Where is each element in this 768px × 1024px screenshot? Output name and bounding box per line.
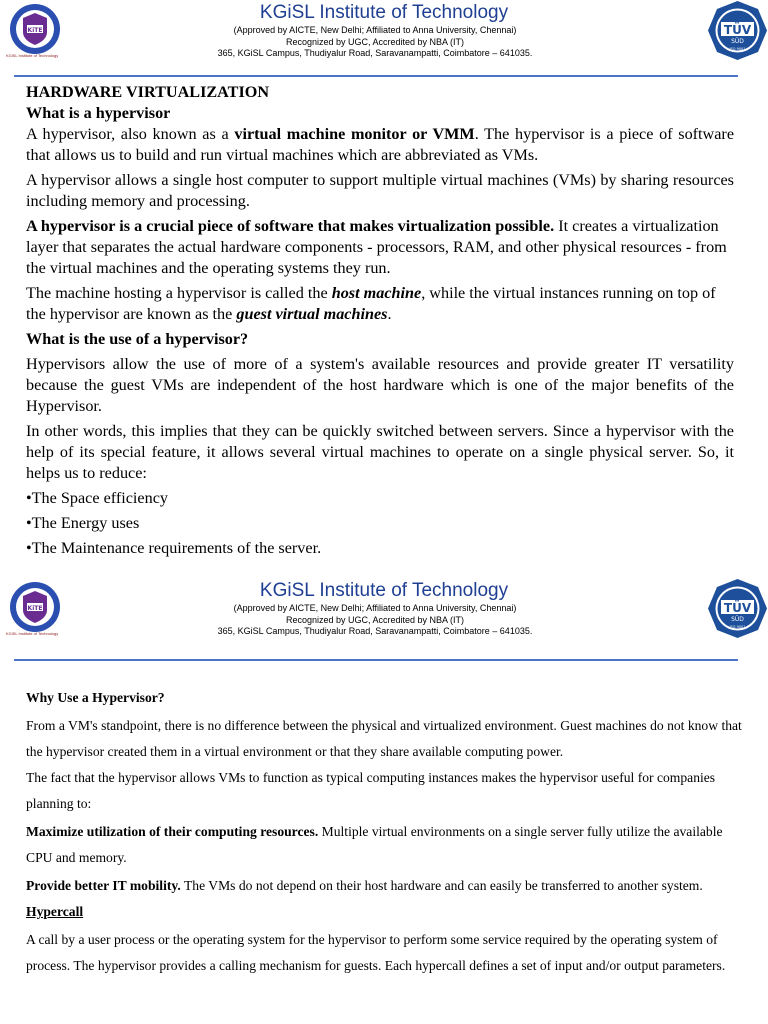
svg-text:SÜD: SÜD	[731, 38, 744, 45]
svg-text:TÜV: TÜV	[723, 23, 752, 37]
section-title: Why Use a Hypervisor?	[26, 690, 165, 705]
list-item: •The Space efficiency	[26, 489, 168, 507]
header-divider	[14, 75, 738, 77]
tuv-sud-logo-icon	[707, 578, 768, 639]
paragraph: In other words, this implies that they can be quickly switched between servers. Since a hypervisor with the help of its special feature, it allows several virtual machines to operate on a single physical server. So, it helps us to reduce:	[26, 422, 734, 482]
list-item: •The Maintenance requirements of the server.	[26, 539, 322, 557]
svg-text:KiTE: KiTE	[27, 605, 43, 612]
paragraph: A call by a user process or the operating system for the hypervisor to perform some service required by the operating system of process. The hypervisor provides a calling mechanism for guests. Each hypercall defines a set of input and/or output parameters.	[26, 932, 726, 973]
paragraph: The fact that the hypervisor allows VMs to function as typical computing instances makes the hypervisor useful for companies planning to:	[26, 770, 716, 811]
svg-text:KiTE: KiTE	[27, 27, 43, 34]
paragraph: Maximize utilization of their computing resources. Multiple virtual environments on a single server fully utilize the available CPU and memory.	[26, 824, 723, 865]
section-title: HARDWARE VIRTUALIZATION	[26, 83, 270, 101]
svg-text:ISO 9001: ISO 9001	[729, 47, 746, 51]
header-line-2: Recognized by UGC, Accredited by NBA (IT)	[285, 37, 465, 47]
page-header	[0, 578, 768, 650]
page-header	[0, 0, 768, 72]
institute-name: KGiSL Institute of Technology	[259, 580, 509, 601]
paragraph: A hypervisor is a crucial piece of software that makes virtualization possible. It creates a virtualization layer that separates the actual hardware components - processors, RAM, and other physical resources - from the virtual machines and the operating systems they run.	[26, 217, 727, 277]
question-heading: What is the use of a hypervisor?	[26, 330, 249, 348]
paragraph: From a VM's standpoint, there is no difference between the physical and virtualized environment. Guest machines do not know that the hypervisor created them in a virtual environment or that they share available computing power.	[26, 718, 742, 759]
paragraph: A hypervisor, also known as a virtual machine monitor or VMM. The hypervisor is a piece of software that allows us to build and run virtual machines which are abbreviated as VMs.	[26, 125, 735, 164]
logo-caption: KGiSL Institute of Technology	[6, 53, 59, 58]
logo-caption: KGiSL Institute of Technology	[6, 631, 59, 636]
list-item: •The Energy uses	[26, 514, 140, 532]
svg-text:ISO 9001: ISO 9001	[729, 625, 746, 629]
svg-text:TÜV: TÜV	[723, 601, 752, 615]
hypercall-heading: Hypercall	[26, 904, 84, 919]
header-line-1: (Approved by AICTE, New Delhi; Affiliated to Anna University, Chennai)	[233, 603, 517, 613]
section-why-use-hypervisor	[26, 685, 742, 979]
header-line-1: (Approved by AICTE, New Delhi; Affiliated to Anna University, Chennai)	[233, 25, 517, 35]
paragraph: A hypervisor allows a single host computer to support multiple virtual machines (VMs) by sharing resources including memory and processing.	[26, 171, 734, 210]
paragraph: Hypervisors allow the use of more of a system's available resources and provide greater IT versatility because the guest VMs are independent of the host hardware which is one of the major benefits of the Hypervisor.	[26, 355, 734, 415]
header-line-3: 365, KGiSL Campus, Thudiyalur Road, Saravanampatti, Coimbatore – 641035.	[217, 626, 533, 636]
institute-name: KGiSL Institute of Technology	[259, 2, 509, 23]
tuv-sud-logo-icon	[707, 0, 768, 61]
paragraph: The machine hosting a hypervisor is called the host machine, while the virtual instances running on top of the hypervisor are known as the guest virtual machines.	[26, 284, 716, 323]
question-heading: What is a hypervisor	[26, 104, 171, 122]
header-line-3: 365, KGiSL Campus, Thudiyalur Road, Saravanampatti, Coimbatore – 641035.	[217, 48, 533, 58]
header-divider	[14, 659, 738, 661]
header-line-2: Recognized by UGC, Accredited by NBA (IT)	[285, 615, 465, 625]
section-hardware-virtualization	[26, 82, 734, 559]
svg-text:SÜD: SÜD	[731, 616, 744, 623]
paragraph: Provide better IT mobility. The VMs do not depend on their host hardware and can easily be transferred to another system.	[26, 878, 703, 893]
